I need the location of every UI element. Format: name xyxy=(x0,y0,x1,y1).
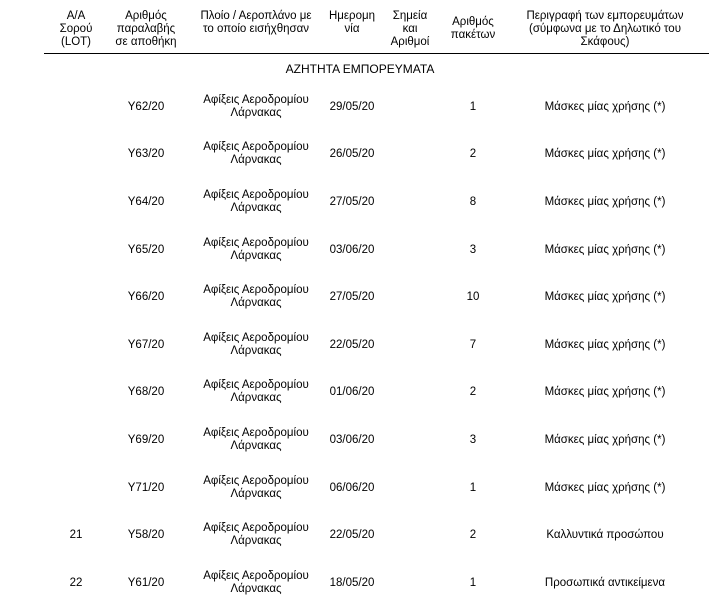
vessel-cell: Αφίξεις Αεροδρομίου Λάρνακας xyxy=(203,570,309,595)
vessel-cell: Αφίξεις Αεροδρομίου Λάρνακας xyxy=(203,284,309,309)
receipt-cell: Y58/20 xyxy=(127,529,165,541)
date-cell: 06/06/20 xyxy=(329,482,375,494)
vessel-cell: Αφίξεις Αεροδρομίου Λάρνακας xyxy=(203,522,309,547)
description-cell: Μάσκες μίας χρήσης (*) xyxy=(544,101,666,113)
vessel-cell: Αφίξεις Αεροδρομίου Λάρνακας xyxy=(203,332,309,357)
packages-cell: 2 xyxy=(469,148,477,160)
date-cell: 03/06/20 xyxy=(329,244,375,256)
receipt-cell: Y65/20 xyxy=(127,244,165,256)
description-cell: Μάσκες μίας χρήσης (*) xyxy=(544,244,666,256)
vessel-cell: Αφίξεις Αεροδρομίου Λάρνακας xyxy=(203,94,309,119)
date-cell: 27/05/20 xyxy=(329,196,375,208)
header-marks: Σημεία και Αριθμοί xyxy=(390,10,430,48)
description-cell: Μάσκες μίας χρήσης (*) xyxy=(544,148,666,160)
receipt-cell: Y62/20 xyxy=(127,101,165,113)
header-vessel: Πλοίο / Αεροπλάνο με το οποίο εισήχθησαν xyxy=(200,10,312,35)
vessel-cell: Αφίξεις Αεροδρομίου Λάρνακας xyxy=(203,427,309,452)
packages-cell: 3 xyxy=(469,434,477,446)
receipt-cell: Y64/20 xyxy=(127,196,165,208)
description-cell: Μάσκες μίας χρήσης (*) xyxy=(544,291,666,303)
vessel-cell: Αφίξεις Αεροδρομίου Λάρνακας xyxy=(203,141,309,166)
packages-cell: 2 xyxy=(469,529,477,541)
header-date: Ημερομη νία xyxy=(328,10,376,35)
header-receipt-number: Αριθμός παραλαβής σε αποθήκη xyxy=(115,10,177,48)
date-cell: 29/05/20 xyxy=(329,101,375,113)
date-cell: 01/06/20 xyxy=(329,386,375,398)
lot-cell: 22 xyxy=(69,577,83,589)
packages-cell: 2 xyxy=(469,386,477,398)
date-cell: 26/05/20 xyxy=(329,148,375,160)
vessel-cell: Αφίξεις Αεροδρομίου Λάρνακας xyxy=(203,237,309,262)
packages-cell: 1 xyxy=(469,101,477,113)
packages-cell: 10 xyxy=(466,291,480,303)
date-cell: 27/05/20 xyxy=(329,291,375,303)
section-title: ΑΖΗΤΗΤΑ ΕΜΠΟΡΕΥΜΑΤΑ xyxy=(285,62,435,76)
receipt-cell: Y71/20 xyxy=(127,482,165,494)
description-cell: Μάσκες μίας χρήσης (*) xyxy=(544,339,666,351)
vessel-cell: Αφίξεις Αεροδρομίου Λάρνακας xyxy=(203,475,309,500)
receipt-cell: Y67/20 xyxy=(127,339,165,351)
description-cell: Μάσκες μίας χρήσης (*) xyxy=(544,482,666,494)
header-description: Περιγραφή των εμπορευμάτων (σύμφωνα με το Δηλωτικό του Σκάφους) xyxy=(526,10,684,48)
header-packages: Αριθμός πακέτων xyxy=(450,16,496,41)
description-cell: Μάσκες μίας χρήσης (*) xyxy=(544,434,666,446)
description-cell: Μάσκες μίας χρήσης (*) xyxy=(544,196,666,208)
receipt-cell: Y66/20 xyxy=(127,291,165,303)
receipt-cell: Y63/20 xyxy=(127,148,165,160)
packages-cell: 1 xyxy=(469,482,477,494)
description-cell: Μάσκες μίας χρήσης (*) xyxy=(544,386,666,398)
date-cell: 22/05/20 xyxy=(329,529,375,541)
date-cell: 03/06/20 xyxy=(329,434,375,446)
vessel-cell: Αφίξεις Αεροδρομίου Λάρνακας xyxy=(203,379,309,404)
packages-cell: 7 xyxy=(469,339,477,351)
packages-cell: 8 xyxy=(469,196,477,208)
header-lot: Α/Α Σορού (LOT) xyxy=(59,10,93,48)
lot-cell: 21 xyxy=(69,529,83,541)
date-cell: 18/05/20 xyxy=(329,577,375,589)
receipt-cell: Y61/20 xyxy=(127,577,165,589)
packages-cell: 3 xyxy=(469,244,477,256)
header-divider xyxy=(44,53,709,54)
receipt-cell: Y68/20 xyxy=(127,386,165,398)
vessel-cell: Αφίξεις Αεροδρομίου Λάρνακας xyxy=(203,189,309,214)
description-cell: Προσωπικά αντικείμενα xyxy=(544,577,666,589)
description-cell: Καλλυντικά προσώπου xyxy=(546,529,664,541)
receipt-cell: Y69/20 xyxy=(127,434,165,446)
packages-cell: 1 xyxy=(469,577,477,589)
date-cell: 22/05/20 xyxy=(329,339,375,351)
